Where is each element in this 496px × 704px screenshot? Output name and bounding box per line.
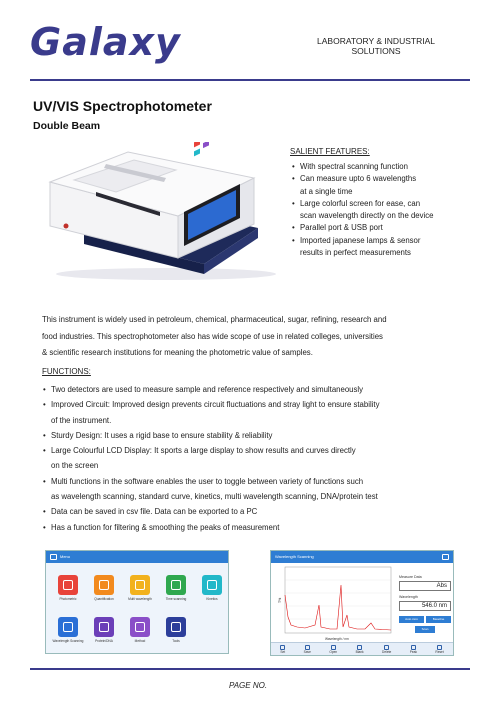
function-item: • Has a function for filtering & smoothing the peaks of measurement — [43, 520, 463, 535]
menu-tile-tools[interactable] — [166, 617, 186, 637]
toolbar-label: Save — [303, 649, 311, 654]
menu-screen — [45, 550, 229, 654]
menu-tile-label: Protein/DNA — [95, 639, 113, 643]
toolbar-label: Open — [329, 649, 338, 654]
menu-tile-label: Multi wavelength — [128, 597, 152, 601]
menu-tile-multi-wavelength[interactable] — [130, 575, 150, 595]
footer-divider — [30, 668, 470, 670]
toolbar-delete-button[interactable] — [382, 645, 391, 654]
toolbar-label: Set — [280, 649, 286, 654]
wave-icon — [135, 580, 145, 590]
toolbar-peak-button[interactable] — [410, 645, 417, 654]
toolbar-set-button[interactable] — [280, 645, 285, 654]
function-item: • Multi functions in the software enables the user to toggle between variety of functions such — [43, 474, 463, 489]
function-item: • Data can be saved in csv file. Data can be exported to a PC — [43, 504, 463, 519]
menu-tile-time-scanning[interactable] — [166, 575, 186, 595]
toolbar-open-button[interactable] — [329, 645, 337, 654]
menu-tile-label: Time scanning — [165, 597, 187, 601]
wavelength-scan-screen — [270, 550, 454, 656]
tools-icon — [171, 622, 181, 632]
function-item: • Sturdy Design: It uses a rigid base to ensure stability & reliability — [43, 428, 463, 443]
edit-icon — [135, 622, 145, 632]
y-axis-label: T% — [278, 597, 282, 603]
menu-tile-label: Method — [134, 639, 146, 643]
scan-toolbar — [271, 642, 453, 655]
measure-data-label: Measure Data — [399, 575, 422, 579]
menu-tile-wavelength-scanning[interactable] — [58, 617, 78, 637]
wavelength-label: Wavelength — [399, 595, 418, 599]
intro-paragraph: This instrument is widely used in petroleum, chemical, pharmaceutical, sugar, refining, research and food industries. This spectrophotometer also has wide scope of use in related colleges, universities & scientific research institutions for meaning the photometric value of samples. — [42, 315, 387, 357]
scan-title-bar — [271, 551, 453, 563]
function-item-cont: on the screen — [51, 461, 99, 471]
home-icon[interactable] — [442, 554, 449, 560]
salient-item: • Can measure upto 6 wavelengths — [292, 173, 482, 185]
product-subtitle: Double Beam — [33, 120, 101, 132]
salient-item-cont: results in perfect measurements — [300, 248, 411, 258]
x-axis-label: Wavelength / nm — [325, 637, 349, 641]
scan-side-panel — [399, 575, 451, 633]
function-item: • Large Colourful LCD Display: It sports a large display to show results and curves directly — [43, 443, 463, 458]
toolbar-label: Delete — [382, 649, 392, 654]
galaxy-logo: Galaxy — [30, 20, 181, 64]
bar-chart-icon — [99, 580, 109, 590]
salient-item-cont: scan wavelength directly on the device — [300, 211, 434, 221]
functions-list — [43, 382, 463, 535]
salient-item: • Imported japanese lamps & sensor — [292, 235, 482, 247]
menu-tile-label: Tools — [172, 639, 180, 643]
menu-tile-kinetics[interactable] — [202, 575, 222, 595]
toolbar-label: Reset — [435, 649, 444, 654]
menu-title-bar — [46, 551, 228, 563]
kinetics-icon — [207, 580, 217, 590]
line-chart-icon — [171, 580, 181, 590]
header-divider — [30, 79, 470, 81]
toolbar-label: Peak — [409, 649, 417, 654]
spectrum-plot — [275, 565, 395, 643]
menu-tile-label: Kinetics — [206, 597, 218, 601]
mode-select[interactable]: Abs — [399, 581, 451, 591]
menu-tile-photometric[interactable] — [58, 575, 78, 595]
toolbar-label: Blank — [355, 649, 364, 654]
product-title: UV/VIS Spectrophotometer — [33, 98, 212, 114]
wavelength-input[interactable]: 546.0 nm — [399, 601, 451, 611]
salient-item-cont: at a single time — [300, 186, 353, 196]
salient-item: • Large colorful screen for ease, can — [292, 198, 482, 210]
menu-tile-label: Quantification — [94, 597, 114, 601]
toolbar-reset-button[interactable] — [435, 645, 443, 654]
salient-item: • With spectral scanning function — [292, 161, 482, 173]
company-tagline: LABORATORY & INDUSTRIAL SOLUTIONS — [317, 36, 435, 56]
salient-features-list — [292, 161, 482, 259]
functions-heading: FUNCTIONS: — [42, 367, 91, 376]
dna-icon — [99, 622, 109, 632]
menu-title: Menu — [60, 554, 71, 559]
toolbar-save-button[interactable] — [304, 645, 311, 654]
menu-tile-label: Wavelength Scanning — [52, 639, 84, 643]
function-item-cont: of the instrument. — [51, 415, 112, 425]
salient-item: • Parallel port & USB port — [292, 222, 482, 234]
function-item: • Improved Circuit: Improved design prevents circuit fluctuations and stray light to ensure stability — [43, 397, 463, 412]
scan-button[interactable]: Scan — [415, 626, 435, 633]
spectrum-icon — [63, 622, 73, 632]
menu-tile-quantification[interactable] — [94, 575, 114, 595]
function-item-cont: as wavelength scanning, standard curve, kinetics, multi wavelength scanning, DNA/protein test — [51, 492, 378, 502]
salient-features-heading: SALIENT FEATURES: — [290, 147, 370, 156]
function-item: • Two detectors are used to measure sample and reference respectively and simultaneously — [43, 382, 463, 397]
lamp-icon — [63, 580, 73, 590]
scan-title: Wavelength Scanning — [275, 554, 314, 559]
toolbar-blank-button[interactable] — [356, 645, 364, 654]
home-icon[interactable] — [50, 554, 57, 560]
page-number-label: PAGE NO. — [228, 681, 268, 690]
baseline-button[interactable]: Baseline — [426, 616, 451, 623]
menu-tile-label: Photometric — [59, 597, 77, 601]
auto-zero-button[interactable]: Auto zero — [399, 616, 424, 623]
menu-tile-protein-dna[interactable] — [94, 617, 114, 637]
menu-tile-method[interactable] — [130, 617, 150, 637]
spectrophotometer-image — [36, 142, 276, 282]
